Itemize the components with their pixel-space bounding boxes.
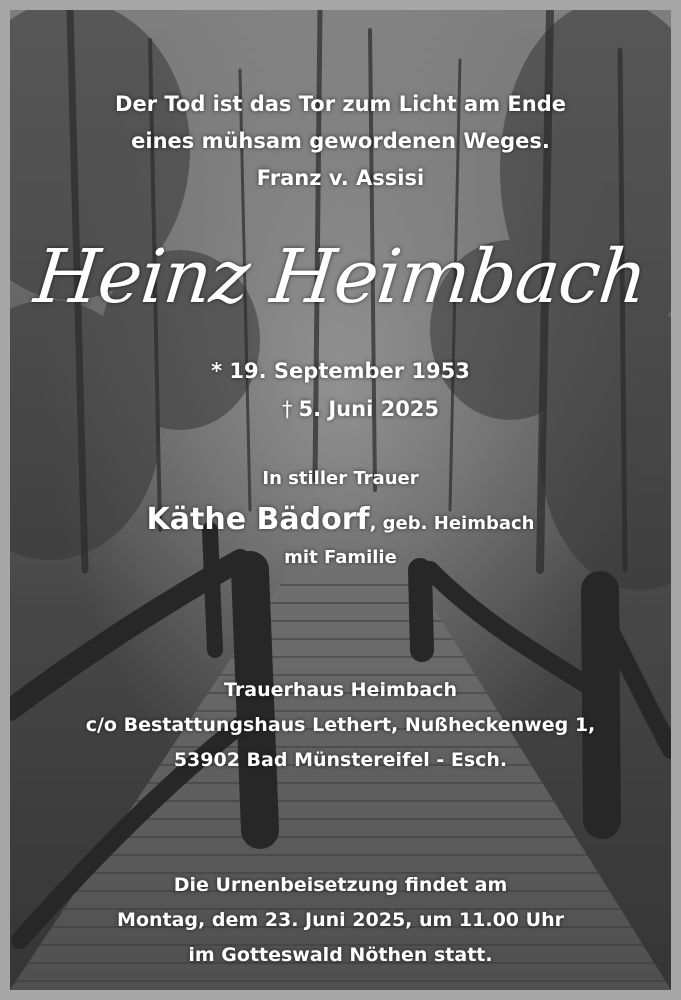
death-date-line [10, 391, 671, 428]
quote-line-1: Der Tod ist das Tor zum Licht am Ende [115, 92, 566, 116]
death-date: 5. Juni 2025 [298, 397, 440, 421]
mourner-family: mit Familie [284, 547, 397, 568]
birth-date: * 19. September 1953 [211, 359, 470, 383]
mourning-intro: In stiller Trauer [262, 468, 419, 489]
mourner-name: Käthe Bädorf [146, 502, 370, 537]
deceased-name: Heinz Heimbach [30, 234, 651, 320]
address-line-2: c/o Bestattungshaus Lethert, Nußheckenweg 1, [85, 714, 596, 736]
address-line-3: 53902 Bad Münstereifel - Esch. [173, 749, 508, 771]
burial-line-3: im Gotteswald Nöthen statt. [188, 944, 493, 966]
quote-line-2: eines mühsam gewordenen Weges. [131, 129, 550, 153]
burial-line-1: Die Urnenbeisetzung findet am [173, 874, 508, 896]
mourner-maiden-name: , geb. Heimbach [369, 513, 535, 534]
burial-line-2: Montag, dem 23. Juni 2025, um 11.00 Uhr [117, 909, 564, 931]
address-line-1: Trauerhaus Heimbach [224, 679, 457, 701]
cross-icon: † [281, 397, 293, 421]
quote-author: Franz v. Assisi [256, 166, 425, 190]
mourner-line [10, 500, 671, 544]
